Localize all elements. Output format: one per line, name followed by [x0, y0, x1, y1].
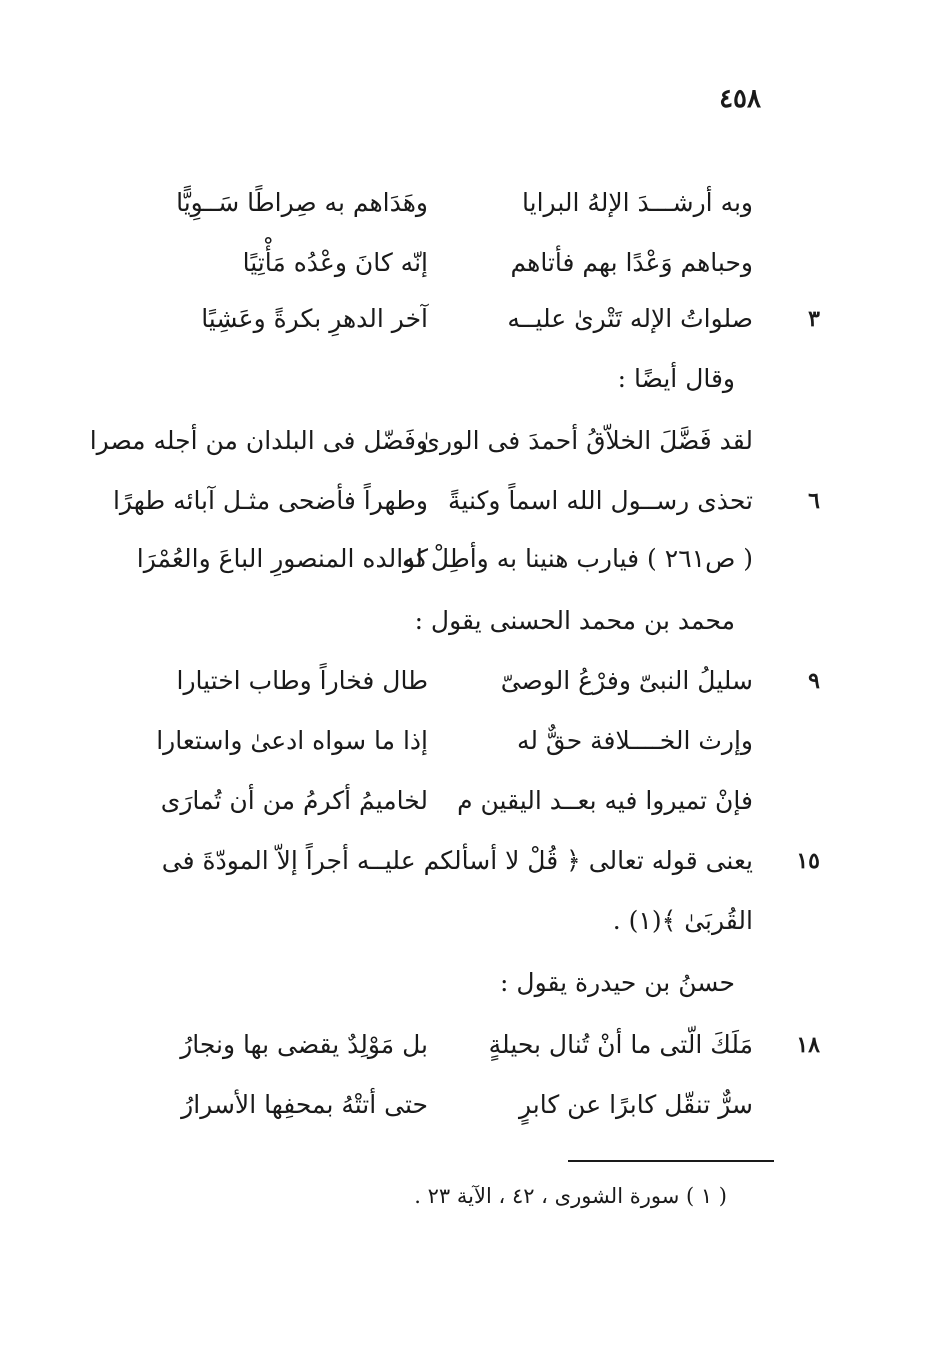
verse-line	[128, 1022, 753, 1068]
hemistich-second: إذا ما سواه ادعىٰ واستعارا	[156, 726, 428, 755]
line-number: ٣	[808, 306, 820, 332]
hemistich-first: فإنْ تميروا فيه بعــد اليقين م	[457, 786, 753, 815]
prose-line: يعنى قوله تعالى ﴿ قُلْ لا أسألكم عليــه أجراً إلاّ المودّةَ فى	[161, 846, 753, 875]
hemistich-first: تحذى رســول الله اسماً وكنيةً	[448, 486, 753, 515]
hemistich-second: بل مَوْلِدٌ يقضى بها ونجارُ	[180, 1030, 428, 1059]
hemistich-first: ( ص٢٦١ ) فيارب هنينا به وأطِلْ له	[401, 544, 753, 573]
hemistich-second: وفَضّل فى البلدان من أجله مصرا	[89, 426, 428, 455]
hemistich-second: حتى أتتْهُ بمحفِها الأسرارُ	[181, 1090, 428, 1119]
verse-line	[128, 1082, 753, 1128]
hemistich-first: وإرث الخــــلافة حقٌّ له	[516, 726, 753, 755]
hemistich-second: لخاميمُ أكرمُ من أن تُمارَى	[160, 786, 428, 815]
hemistich-second: آخر الدهرِ بكرةً وعَشِيًا	[201, 304, 428, 333]
line-number: ٦	[808, 488, 820, 514]
verse-line	[128, 240, 753, 286]
hemistich-second: وهَدَاهم به صِراطًا سَــوِيًّا	[176, 188, 428, 217]
hemistich-first: مَلَكَ الّتى ما أنْ تُنال بحيلةٍ	[488, 1030, 753, 1059]
section-heading: وقال أيضًا :	[617, 364, 735, 393]
hemistich-first: سليلُ النبىّ وفرْعُ الوصىّ	[500, 666, 753, 695]
verse-line	[128, 658, 753, 704]
hemistich-first: وبه أرشـــدَ الإلهُ البرايا	[522, 188, 753, 217]
line-number: ١٨	[796, 1032, 820, 1058]
hemistich-first: صلواتُ الإله تَتْرىٰ عليــه	[507, 304, 753, 333]
footnote: ( ١ ) سورة الشورى ، ٤٢ ، الآية ٢٣ .	[414, 1184, 727, 1208]
section-heading: حسنُ بن حيدرة يقول :	[500, 968, 735, 997]
hemistich-second: طال فخاراً وطاب اختيارا	[176, 666, 428, 695]
page-number: ٤٥٨	[719, 84, 761, 114]
hemistich-second: إنّه كانَ وعْدُه مَأْتِيًا	[242, 248, 428, 277]
verse-line	[128, 536, 753, 582]
verse-line	[128, 180, 753, 226]
verse-line	[89, 418, 753, 464]
footnote-divider	[568, 1160, 774, 1162]
verse-line	[128, 778, 753, 824]
section-heading: محمد بن محمد الحسنى يقول :	[414, 606, 735, 635]
hemistich-second: وطهراً فأضحى مثـل آبائه طهرًا	[112, 486, 428, 515]
hemistich-first: لقد فَضَّلَ الخلاّقُ أحمدَ فى الورىٰ	[420, 426, 753, 455]
prose-line: القُربَىٰ ﴾(١) .	[612, 906, 753, 935]
hemistich-first: سرٌّ تنقّل كابرًا عن كابرٍ	[518, 1090, 753, 1119]
verse-line	[112, 478, 753, 524]
hemistich-first: وحباهم وَعْدًا بهم فأتاهم	[510, 248, 753, 277]
verse-line	[128, 718, 753, 764]
verse-line	[128, 296, 753, 342]
line-number: ١٥	[796, 848, 820, 874]
hemistich-second: كوالده المنصورِ الباعَ والعُمْرَا	[136, 544, 428, 573]
line-number: ٩	[808, 668, 820, 694]
